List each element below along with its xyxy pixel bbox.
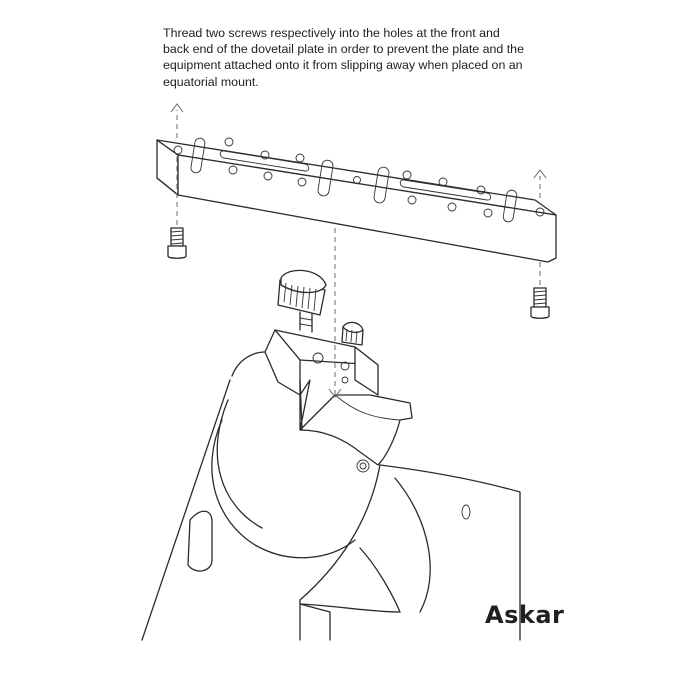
instruction-line-4: equatorial mount.: [163, 74, 259, 89]
clamp-knob: [278, 270, 326, 332]
instruction-line-3: equipment attached onto it from slipping away when placed on an: [163, 58, 523, 73]
left-screw: [168, 228, 186, 258]
brand-logo: Askar: [485, 601, 565, 629]
dovetail-plate: [157, 137, 556, 262]
saddle-set-screw: [342, 322, 363, 345]
right-screw: [531, 288, 549, 318]
saddle-head: [265, 330, 412, 472]
instruction-line-2: back end of the dovetail plate in order to prevent the plate and the: [163, 42, 524, 57]
instruction-line-1: Thread two screws respectively into the holes at the front and: [163, 26, 500, 40]
mount-body: [142, 352, 520, 640]
